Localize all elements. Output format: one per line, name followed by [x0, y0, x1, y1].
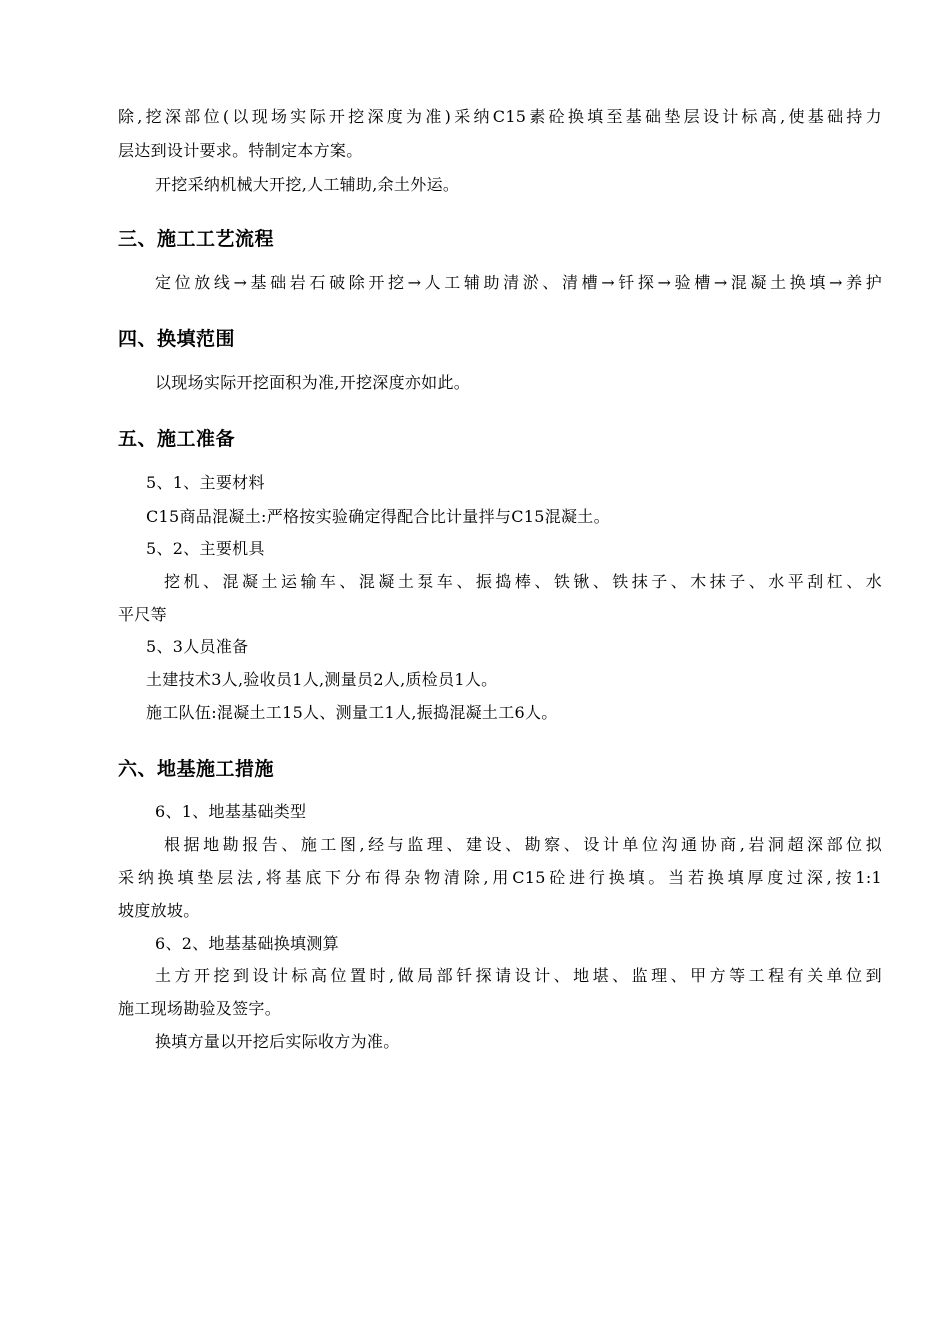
subsection-5-3-title: 5、3人员准备: [146, 637, 249, 656]
subsection-6-2-line-2: 施工现场勘验及签字。: [118, 999, 282, 1018]
subsection-5-2-line-1: 挖机、混凝土运输车、混凝土泵车、振捣棒、铁锹、铁抹子、木抹子、水平刮杠、水: [164, 572, 882, 591]
subsection-6-2-line-1: 土方开挖到设计标高位置时,做局部钎探请设计、地堪、监理、甲方等工程有关单位到: [155, 966, 882, 985]
section-heading-5: 五、施工准备: [118, 428, 236, 450]
subsection-6-1-line-3: 坡度放坡。: [118, 901, 200, 920]
subsection-6-2-title: 6、2、地基基础换填测算: [155, 934, 339, 953]
section-heading-3: 三、施工工艺流程: [118, 228, 275, 250]
section-heading-4: 四、换填范围: [118, 328, 236, 350]
subsection-5-1-text: C15商品混凝土:严格按实验确定得配合比计量拌与C15混凝土。: [146, 507, 610, 526]
section-heading-6: 六、地基施工措施: [118, 758, 275, 780]
section-3-text: 定位放线→基础岩石破除开挖→人工辅助清淤、清槽→钎探→验槽→混凝土换填→养护: [155, 273, 882, 292]
subsection-5-1-title: 5、1、主要材料: [146, 473, 265, 492]
intro-line-2: 层达到设计要求。特制定本方案。: [118, 141, 363, 160]
subsection-6-2-line-3: 换填方量以开挖后实际收方为准。: [155, 1032, 400, 1051]
section-4-text: 以现场实际开挖面积为准,开挖深度亦如此。: [155, 373, 471, 392]
subsection-5-2-line-2: 平尺等: [118, 605, 167, 624]
subsection-5-3-line-2: 施工队伍:混凝土工15人、测量工1人,振捣混凝土工6人。: [146, 703, 558, 722]
intro-line-1: 除,挖深部位(以现场实际开挖深度为准)采纳C15素砼换填至基础垫层设计标高,使基础持力: [118, 107, 882, 126]
subsection-6-1-line-1: 根据地勘报告、施工图,经与监理、建设、勘察、设计单位沟通协商,岩洞超深部位拟: [164, 835, 882, 854]
subsection-5-3-line-1: 土建技术3人,验收员1人,测量员2人,质检员1人。: [146, 670, 498, 689]
subsection-6-1-title: 6、1、地基基础类型: [155, 802, 307, 821]
subsection-6-1-line-2: 采纳换填垫层法,将基底下分布得杂物清除,用C15砼进行换填。当若换填厚度过深,按1:1: [118, 868, 882, 887]
subsection-5-2-title: 5、2、主要机具: [146, 539, 265, 558]
intro-line-3: 开挖采纳机械大开挖,人工辅助,余土外运。: [155, 175, 460, 194]
